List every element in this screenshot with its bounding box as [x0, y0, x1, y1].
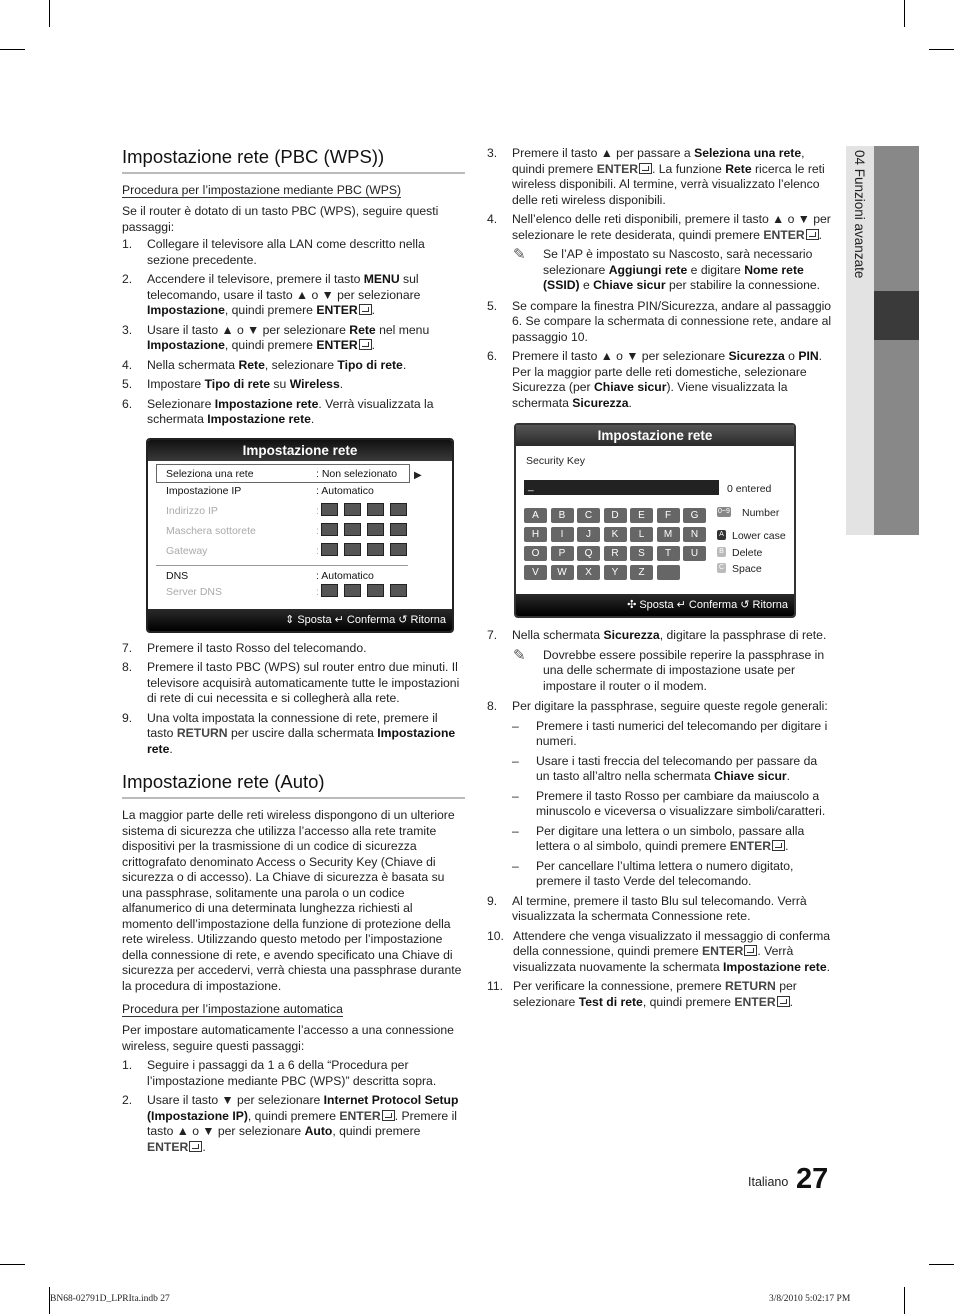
crop-mark: [0, 49, 25, 50]
right-column: [487, 146, 832, 1014]
item-number: 6.: [487, 349, 498, 363]
keyboard-key[interactable]: R: [604, 546, 627, 561]
item-number: 3.: [122, 322, 133, 337]
list-item: [122, 237, 465, 268]
item-text: Seguire i passaggi da 1 a 6 della “Procedura per l’impostazione mediante PBC (WPS)” descritta sopra.: [147, 1058, 437, 1088]
legend-icon: B: [717, 547, 726, 557]
legend-text: Delete: [732, 547, 763, 559]
item-text: Selezionare Impostazione rete. Verrà visualizzata la schermata Impostazione rete.: [147, 396, 434, 426]
page-number: 27: [796, 1163, 829, 1195]
item-text: Collegare il televisore alla LAN come descritto nella sezione precedente.: [147, 237, 425, 267]
list-item: [487, 699, 832, 715]
screen-row-value: :: [316, 585, 319, 598]
legend-icon: A: [717, 530, 726, 540]
keyboard-key[interactable]: W: [551, 565, 574, 580]
screen-row-label: Indirizzo IP: [166, 504, 218, 517]
list-item: [122, 660, 465, 707]
crop-mark: [904, 1287, 905, 1314]
security-key-screen: [514, 423, 796, 618]
list-item: [122, 1093, 465, 1155]
subheading-auto: Procedura per l’impostazione automatica: [122, 1002, 343, 1016]
item-text: Premere il tasto ▲ o ▼ per selezionare Sicurezza o PIN. Per la maggior parte delle reti domestiche, selezionare Sicurezza (per Chiave sicur). Viene visualizzata la schermata Sicurezza.: [512, 349, 823, 410]
item-number: 3.: [487, 146, 498, 160]
footer-file: BN68-02791D_LPRIta.indb 27: [50, 1294, 170, 1304]
screen-row-value: : Non selezionato: [316, 467, 398, 480]
item-number: 4.: [122, 357, 133, 372]
item-text: Al termine, premere il tasto Blu sul telecomando. Verrà visualizzata la schermata Connessione rete.: [512, 893, 807, 923]
list-item: [122, 358, 465, 374]
item-number: 8.: [487, 699, 498, 713]
rule-item: – Premere il tasto Rosso per cambiare da maiuscolo a minuscolo e viceversa o visualizzare simboli/caratteri.: [512, 788, 826, 818]
keyboard-key[interactable]: J: [577, 527, 600, 542]
subheading-pbc: Procedura per l’impostazione mediante PBC (WPS): [122, 183, 402, 197]
item-number: 9.: [487, 893, 498, 908]
item-text: Premere il tasto PBC (WPS) sul router entro due minuti. Il televisore acquisirà automaticamente tutte le impostazioni di rete di cui necessita e si collegherà alla rete.: [147, 660, 460, 705]
ip-octet-box: [344, 523, 361, 536]
keyboard-key[interactable]: B: [551, 508, 574, 523]
legend-icon: 0~9: [718, 508, 730, 515]
screen-row-label: Impostazione IP: [166, 484, 242, 497]
step-list: [122, 237, 465, 428]
security-key-label: Security Key: [526, 455, 585, 467]
crop-mark: [929, 49, 954, 50]
ip-octet-box: [321, 543, 338, 556]
item-text: Premere il tasto Rosso del telecomando.: [147, 640, 367, 655]
rule-item: – Per cancellare l’ultima lettera o numero digitato, premere il tasto Verde del telecomando.: [512, 858, 794, 888]
item-text: Attendere che venga visualizzato il messaggio di conferma della connessione, quindi premere ENTER . Verrà visualizzata nuovamente la schermata Impostazione rete.: [513, 928, 831, 974]
item-number: 7.: [487, 628, 498, 642]
note-pencil-icon: ✎: [513, 646, 526, 664]
keyboard-key[interactable]: L: [630, 527, 653, 542]
screen-row-label: Maschera sottorete: [166, 524, 256, 537]
crop-mark: [929, 1264, 954, 1265]
legend-text: Number: [742, 507, 780, 519]
ip-octet-box: [321, 523, 338, 536]
step-list: [487, 628, 832, 644]
item-number: 10.: [487, 928, 504, 943]
paragraph: La maggior parte delle reti wireless dispongono di un ulteriore sistema di sicurezza che utilizza l’accesso alla rete tramite dispositivi per la trasmissione di un codice di sicurezza crittografato denominato Access o Security Key (Chiave di sicurezza o di accesso). La Chiave di sicurezza è basata su una passphrase, solitamente una parola o un codice alfanumerico di una determinata lunghezza richiesti al momento dell’impostazione della funzione di protezione della rete wireless. Utilizzando questo metodo per l’impostazione della connessione di rete, e avendo specificato una Chiave di sicurezza per accedervi, verrà chiesta una passphrase durante la procedura di impostazione.: [122, 808, 462, 993]
keyboard-key[interactable]: P: [551, 546, 574, 561]
item-number: 6.: [122, 396, 133, 411]
keyboard-key[interactable]: E: [630, 508, 653, 523]
item-text: Nell’elenco delle reti disponibili, premere il tasto ▲ o ▼ per selezionare le rete desiderata, quindi premere ENTER .: [512, 212, 831, 242]
keyboard-key[interactable]: Y: [604, 565, 627, 580]
list-item: [122, 377, 465, 393]
list-item: [122, 397, 465, 428]
screen-row-value: :: [316, 524, 319, 537]
list-item: [122, 1058, 465, 1089]
entered-count: 0 entered: [727, 483, 772, 495]
keyboard-key[interactable]: F: [657, 508, 680, 523]
ip-octet-box: [344, 503, 361, 516]
legend-text: Space: [732, 563, 762, 575]
screen-footer: ⇕ Sposta ↵ Conferma ↺ Ritorna: [148, 609, 452, 631]
note: ✎ Se l’AP è impostato su Nascosto, sarà necessario selezionare Aggiungi rete e digitare Nome rete (SSID) e Chiave sicur per stabilire la connessione.: [513, 246, 821, 292]
list-item: [122, 641, 465, 657]
rule-item: – Premere i tasti numerici del telecomando per digitare i numeri.: [512, 718, 828, 748]
item-number: 11.: [487, 979, 504, 993]
ip-octet-box: [344, 584, 361, 597]
list-item: [487, 929, 832, 976]
item-number: 8.: [122, 660, 133, 674]
item-text: Usare il tasto ▼ per selezionare Internet Protocol Setup (Impostazione IP), quindi premere ENTER . Premere il tasto ▲ o ▼ per selezionare Auto, quindi premere ENTER .: [147, 1093, 459, 1154]
list-item: [487, 212, 832, 243]
item-number: 7.: [122, 640, 133, 655]
note-pencil-icon: ✎: [513, 246, 526, 263]
section-heading-pbc: Impostazione rete (PBC (WPS)): [122, 146, 465, 174]
item-number: 2.: [122, 1093, 133, 1107]
keyboard-key[interactable]: D: [604, 508, 627, 523]
screen-row-label: Gateway: [166, 544, 208, 557]
item-text: Nella schermata Rete, selezionare Tipo di rete.: [147, 357, 407, 372]
crop-mark: [904, 0, 905, 27]
keyboard-key[interactable]: A: [524, 508, 547, 523]
screen-row-label: Seleziona una rete: [166, 467, 254, 480]
item-text: Premere il tasto ▲ per passare a Seleziona una rete, quindi premere ENTER . La funzione Rete ricerca le reti wireless disponibili. Al termine, verrà visualizzato l’elenco delle reti wireless disponibili.: [512, 146, 825, 207]
screen-row-value: : Automatico: [316, 569, 374, 582]
keyboard-key[interactable]: S: [630, 546, 653, 561]
security-key-input[interactable]: _: [524, 480, 719, 495]
ip-octet-box: [390, 523, 407, 536]
step-list: [487, 894, 832, 1011]
list-item: [487, 349, 832, 411]
list-item: [122, 272, 465, 319]
ip-octet-box: [367, 543, 384, 556]
legend-icon: C: [718, 564, 725, 571]
arrow-right-icon: ▶: [414, 469, 422, 481]
ip-octet-box: [367, 503, 384, 516]
intro-text: Se il router è dotato di un tasto PBC (WPS), seguire questi passaggi:: [122, 204, 439, 234]
item-number: 1.: [122, 237, 133, 251]
crop-mark: [49, 0, 50, 27]
keyboard-key[interactable]: U: [683, 546, 706, 561]
keyboard-key[interactable]: Q: [577, 546, 600, 561]
section-heading-auto: Impostazione rete (Auto): [122, 771, 465, 799]
ip-octet-box: [344, 543, 361, 556]
screen-title: Impostazione rete: [148, 440, 452, 461]
list-item: [487, 979, 832, 1010]
rule-item: – Per digitare una lettera o un simbolo, passare alla lettera o al simbolo, quindi premere ENTER .: [512, 823, 805, 853]
screen-row-label: Server DNS: [166, 585, 223, 598]
ip-octet-box: [390, 584, 407, 597]
item-text: Nella schermata Sicurezza, digitare la passphrase di rete.: [512, 628, 827, 642]
step-list: [122, 641, 465, 758]
item-number: 2.: [122, 272, 133, 286]
keyboard-key[interactable]: V: [524, 565, 547, 580]
rule-item: – Usare i tasti freccia del telecomando per passare da un tasto all’altro nella schermata Chiave sicur.: [512, 753, 818, 783]
item-text: Accendere il televisore, premere il tasto MENU sul telecomando, usare il tasto ▲ o ▼ per selezionare Impostazione, quindi premere ENTER .: [147, 272, 421, 317]
step-list: [122, 1058, 465, 1155]
left-column: [122, 146, 465, 1159]
keyboard-key[interactable]: [657, 565, 680, 580]
list-item: [122, 711, 465, 758]
list-item: [487, 628, 832, 644]
language-label: Italiano: [748, 1175, 789, 1189]
step-list: [487, 299, 832, 412]
screen-row-value: :: [316, 544, 319, 557]
item-number: 9.: [122, 710, 133, 725]
list-item: [487, 146, 832, 208]
screen-title: Impostazione rete: [516, 425, 794, 446]
item-text: Se compare la finestra PIN/Sicurezza, andare al passaggio 6. Se compare la schermata di connessione rete, andare al passaggio 10.: [512, 298, 832, 344]
network-setup-screen: [146, 438, 454, 633]
keyboard-key[interactable]: K: [604, 527, 627, 542]
keyboard-key[interactable]: X: [577, 565, 600, 580]
item-number: 5.: [487, 298, 498, 313]
ip-octet-box: [390, 543, 407, 556]
keyboard-key[interactable]: O: [524, 546, 547, 561]
legend-text: Lower case: [732, 530, 786, 542]
screen-footer: ✣ Sposta ↵ Conferma ↺ Ritorna: [516, 594, 794, 616]
divider: [156, 565, 408, 566]
item-number: 4.: [487, 212, 498, 226]
ip-octet-box: [367, 523, 384, 536]
item-text: Usare il tasto ▲ o ▼ per selezionare Rete nel menu Impostazione, quindi premere ENTER .: [147, 322, 430, 352]
step-list: [487, 146, 832, 243]
intro-text: Per impostare automaticamente l’accesso a una connessione wireless, seguire questi passaggi:: [122, 1023, 454, 1053]
ip-octet-box: [367, 584, 384, 597]
item-number: 1.: [122, 1058, 133, 1072]
rules-list: [487, 719, 832, 890]
keyboard-key[interactable]: Z: [630, 565, 653, 580]
note: ✎ Dovrebbe essere possibile reperire la passphrase in una delle schermate di impostazione usate per impostare il router o il modem.: [513, 646, 825, 693]
chapter-label: 04 Funzioni avanzate: [852, 150, 867, 279]
screen-row-value: :: [316, 504, 319, 517]
keyboard-key[interactable]: M: [657, 527, 680, 542]
crop-mark: [0, 1264, 25, 1265]
ip-octet-box: [390, 503, 407, 516]
keyboard-key[interactable]: H: [524, 527, 547, 542]
screen-row-value: : Automatico: [316, 484, 374, 497]
screen-row-label: DNS: [166, 569, 189, 582]
item-text: Una volta impostata la connessione di rete, premere il tasto RETURN per uscire dalla schermata Impostazione rete.: [147, 710, 456, 756]
list-item: [122, 323, 465, 354]
ip-octet-box: [321, 584, 338, 597]
item-text: Per digitare la passphrase, seguire queste regole generali:: [512, 699, 828, 713]
step-list: [487, 699, 832, 715]
item-text: Per verificare la connessione, premere RETURN per selezionare Test di rete, quindi premere ENTER .: [513, 979, 797, 1009]
list-item: [487, 894, 832, 925]
keyboard-key[interactable]: C: [577, 508, 600, 523]
keyboard-key[interactable]: N: [683, 527, 706, 542]
item-text: Impostare Tipo di rete su Wireless.: [147, 377, 344, 391]
item-number: 5.: [122, 377, 133, 391]
keyboard-key[interactable]: T: [657, 546, 680, 561]
keyboard-key[interactable]: G: [683, 508, 706, 523]
keyboard-key[interactable]: I: [551, 527, 574, 542]
footer-date: 3/8/2010 5:02:17 PM: [769, 1294, 851, 1304]
list-item: [487, 299, 832, 346]
ip-octet-box: [321, 503, 338, 516]
